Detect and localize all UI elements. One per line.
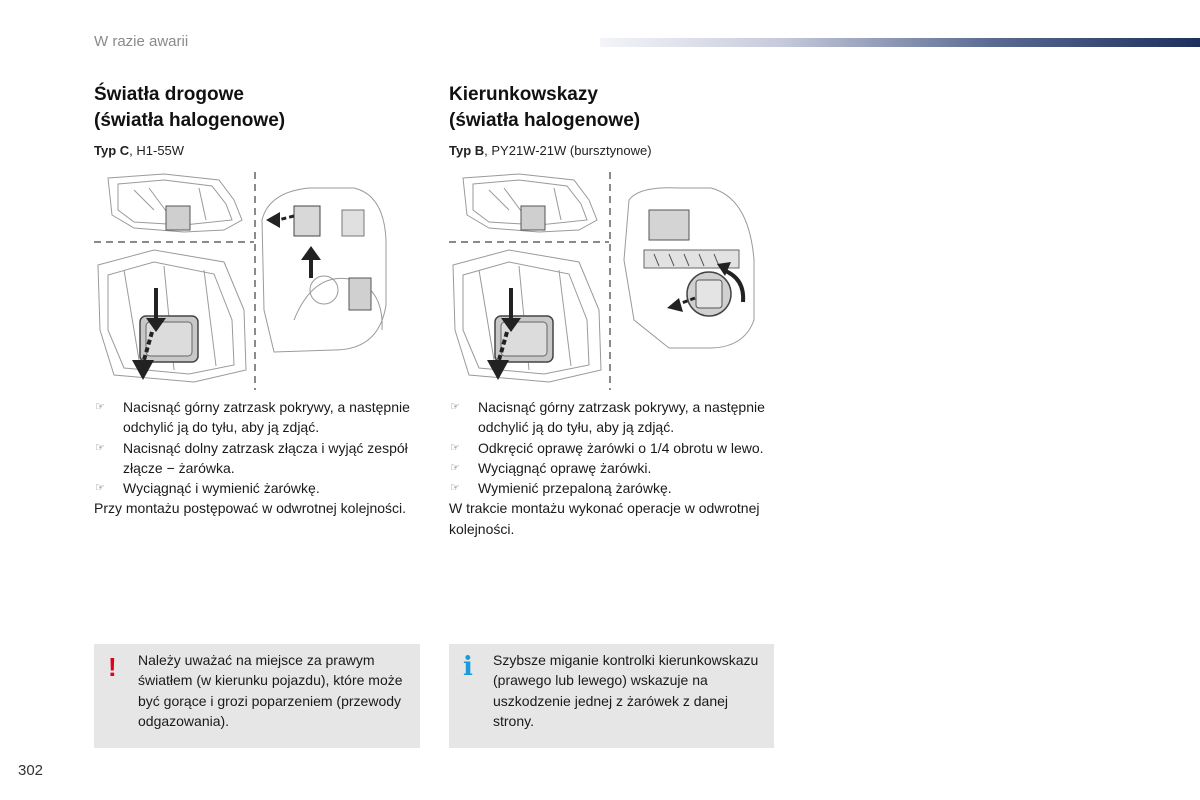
bulb-holder-sketch: [624, 188, 754, 348]
pointing-hand-icon: ☞: [95, 401, 105, 413]
housing-overview-sketch: [108, 174, 242, 232]
arrow-up-icon: [301, 246, 321, 278]
step-text: Wymienić przepaloną żarówkę.: [478, 480, 672, 497]
pointing-hand-icon: ☞: [450, 482, 460, 495]
instruction-step: [94, 478, 414, 498]
info-icon: i: [463, 652, 473, 682]
cover-detail-sketch: [453, 250, 601, 382]
section-header: W razie awarii: [94, 33, 189, 50]
left-instructions: [94, 397, 414, 519]
headlamp-bulb-diagram: [94, 170, 404, 392]
right-title-line1: Kierunkowskazy: [449, 84, 598, 105]
right-title: [449, 82, 789, 134]
left-type-line: [94, 143, 434, 161]
step-text: Nacisnąć górny zatrzask pokrywy, a następnie odchylić ją do tyłu, aby ją zdjąć.: [123, 399, 410, 436]
right-title-line2: (światła halogenowe): [449, 110, 641, 131]
instruction-step: [449, 397, 769, 438]
pointing-hand-icon: ☞: [450, 441, 460, 454]
housing-overview-sketch: [463, 174, 597, 232]
instruction-step: [449, 478, 769, 498]
pointing-hand-icon: ☞: [450, 401, 460, 413]
right-instructions: [449, 397, 769, 539]
reassembly-note: Przy montażu postępować w odwrotnej kolejności.: [94, 500, 407, 517]
pointing-hand-icon: ☞: [450, 461, 460, 474]
reassembly-note: W trakcie montażu wykonać operacje w odwrotnej kolejności.: [449, 500, 760, 537]
right-type-value: , PY21W-21W (bursztynowe): [484, 143, 652, 158]
pointing-hand-icon: ☞: [95, 482, 105, 495]
left-type-label: Typ C: [94, 143, 130, 158]
right-type-line: [449, 143, 789, 161]
warning-text: Należy uważać na miejsce za prawym światłem (w kierunku pojazdu), które może być gorące i grozi poparzeniem (przewody odgazowania).: [138, 652, 403, 729]
cover-detail-sketch: [98, 250, 246, 382]
step-text: Wyciągnąć i wymienić żarówkę.: [123, 480, 320, 497]
page-number: 302: [18, 762, 44, 779]
step-text: Nacisnąć dolny zatrzask złącza i wyjąć zespół złącze − żarówka.: [123, 439, 408, 476]
left-title-line1: Światła drogowe: [94, 84, 244, 105]
left-title: [94, 82, 434, 134]
instruction-step: [449, 458, 769, 478]
header-gradient-bar: [600, 38, 1200, 47]
arrow-left-icon: [266, 212, 294, 228]
info-box: [449, 644, 774, 748]
left-column: [94, 82, 434, 161]
exclamation-icon: !: [108, 652, 117, 682]
info-text: Szybsze miganie kontrolki kierunkowskazu (prawego lub lewego) wskazuje na uszkodzenie jednej z żarówek z danej strony.: [493, 652, 759, 729]
warning-box: [94, 644, 420, 748]
instruction-step: [94, 438, 414, 479]
step-text: Wyciągnąć oprawę żarówki.: [478, 459, 652, 476]
pointing-hand-icon: ☞: [95, 441, 105, 454]
left-title-line2: (światła halogenowe): [94, 110, 286, 131]
left-type-value: , H1-55W: [129, 143, 185, 158]
indicator-bulb-diagram: [449, 170, 759, 392]
instruction-step: [94, 397, 414, 438]
bulb-connector-sketch: [262, 188, 386, 352]
step-text: Nacisnąć górny zatrzask pokrywy, a następnie odchylić ją do tyłu, aby ją zdjąć.: [478, 399, 765, 436]
step-text: Odkręcić oprawę żarówki o 1/4 obrotu w lewo.: [478, 439, 764, 456]
instruction-step: [449, 438, 769, 458]
right-column: [449, 82, 789, 161]
right-type-label: Typ B: [449, 143, 485, 158]
